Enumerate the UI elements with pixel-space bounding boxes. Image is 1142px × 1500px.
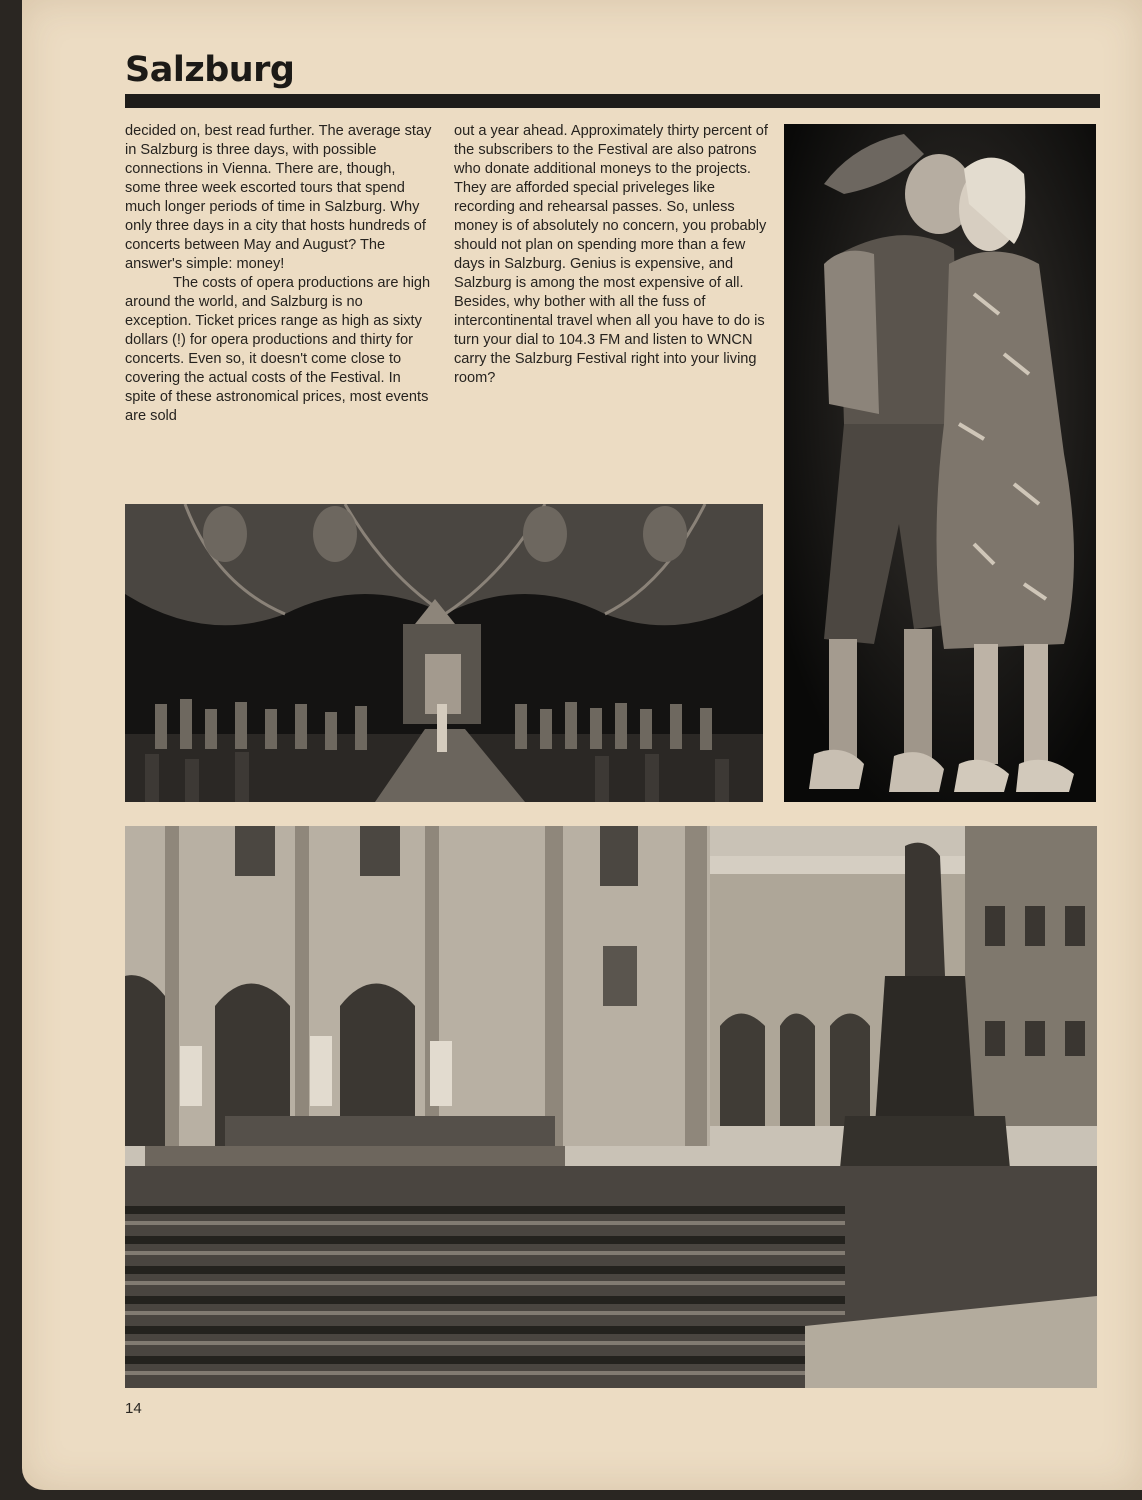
page-number: 14 [125, 1400, 142, 1417]
column1-paragraph1: decided on, best read further. The average stay in Salzburg is three days, with possible connections in Vienna. There are, though, some three week escorted tours that spend much longer periods of time in Salzburg. Why only three days in a city that hosts hundreds of concerts between May and August? The answer's simple: money! [125, 123, 432, 272]
opera-stage-photo [125, 504, 763, 802]
column2-paragraph1: out a year ahead. Approximately thirty percent of the subscribers to the Festival are also patrons who donate additional moneys to the projects. They are afforded special priveleges like recording and rehearsal passes. So, unless money is of absolutely no concern, you probably should not plan on spending more than a few days in Salzburg. Genius is expensive, and Salzburg is among the most expensive of all. Besides, why bother with all the fuss of intercontinental travel when all you have to do is turn your dial to 104.3 FM and listen to WNCN carry the Salzburg Festival right into your living room? [454, 123, 768, 386]
opera-performers-photo [784, 124, 1096, 802]
magazine-page [22, 0, 1142, 1490]
page-title: Salzburg [125, 50, 295, 90]
title-rule [125, 94, 1100, 108]
cathedral-square-photo [125, 826, 1097, 1388]
column1-paragraph2: The costs of opera productions are high around the world, and Salzburg is no exception. Ticket prices range as high as sixty dollars (!) for opera productions and thirty for concerts. Even so, it doesn't come close to covering the actual costs of the Festival. In spite of these astronomical prices, most events are sold [125, 275, 431, 424]
article-column-1 [125, 122, 433, 426]
article-column-2 [454, 122, 772, 388]
